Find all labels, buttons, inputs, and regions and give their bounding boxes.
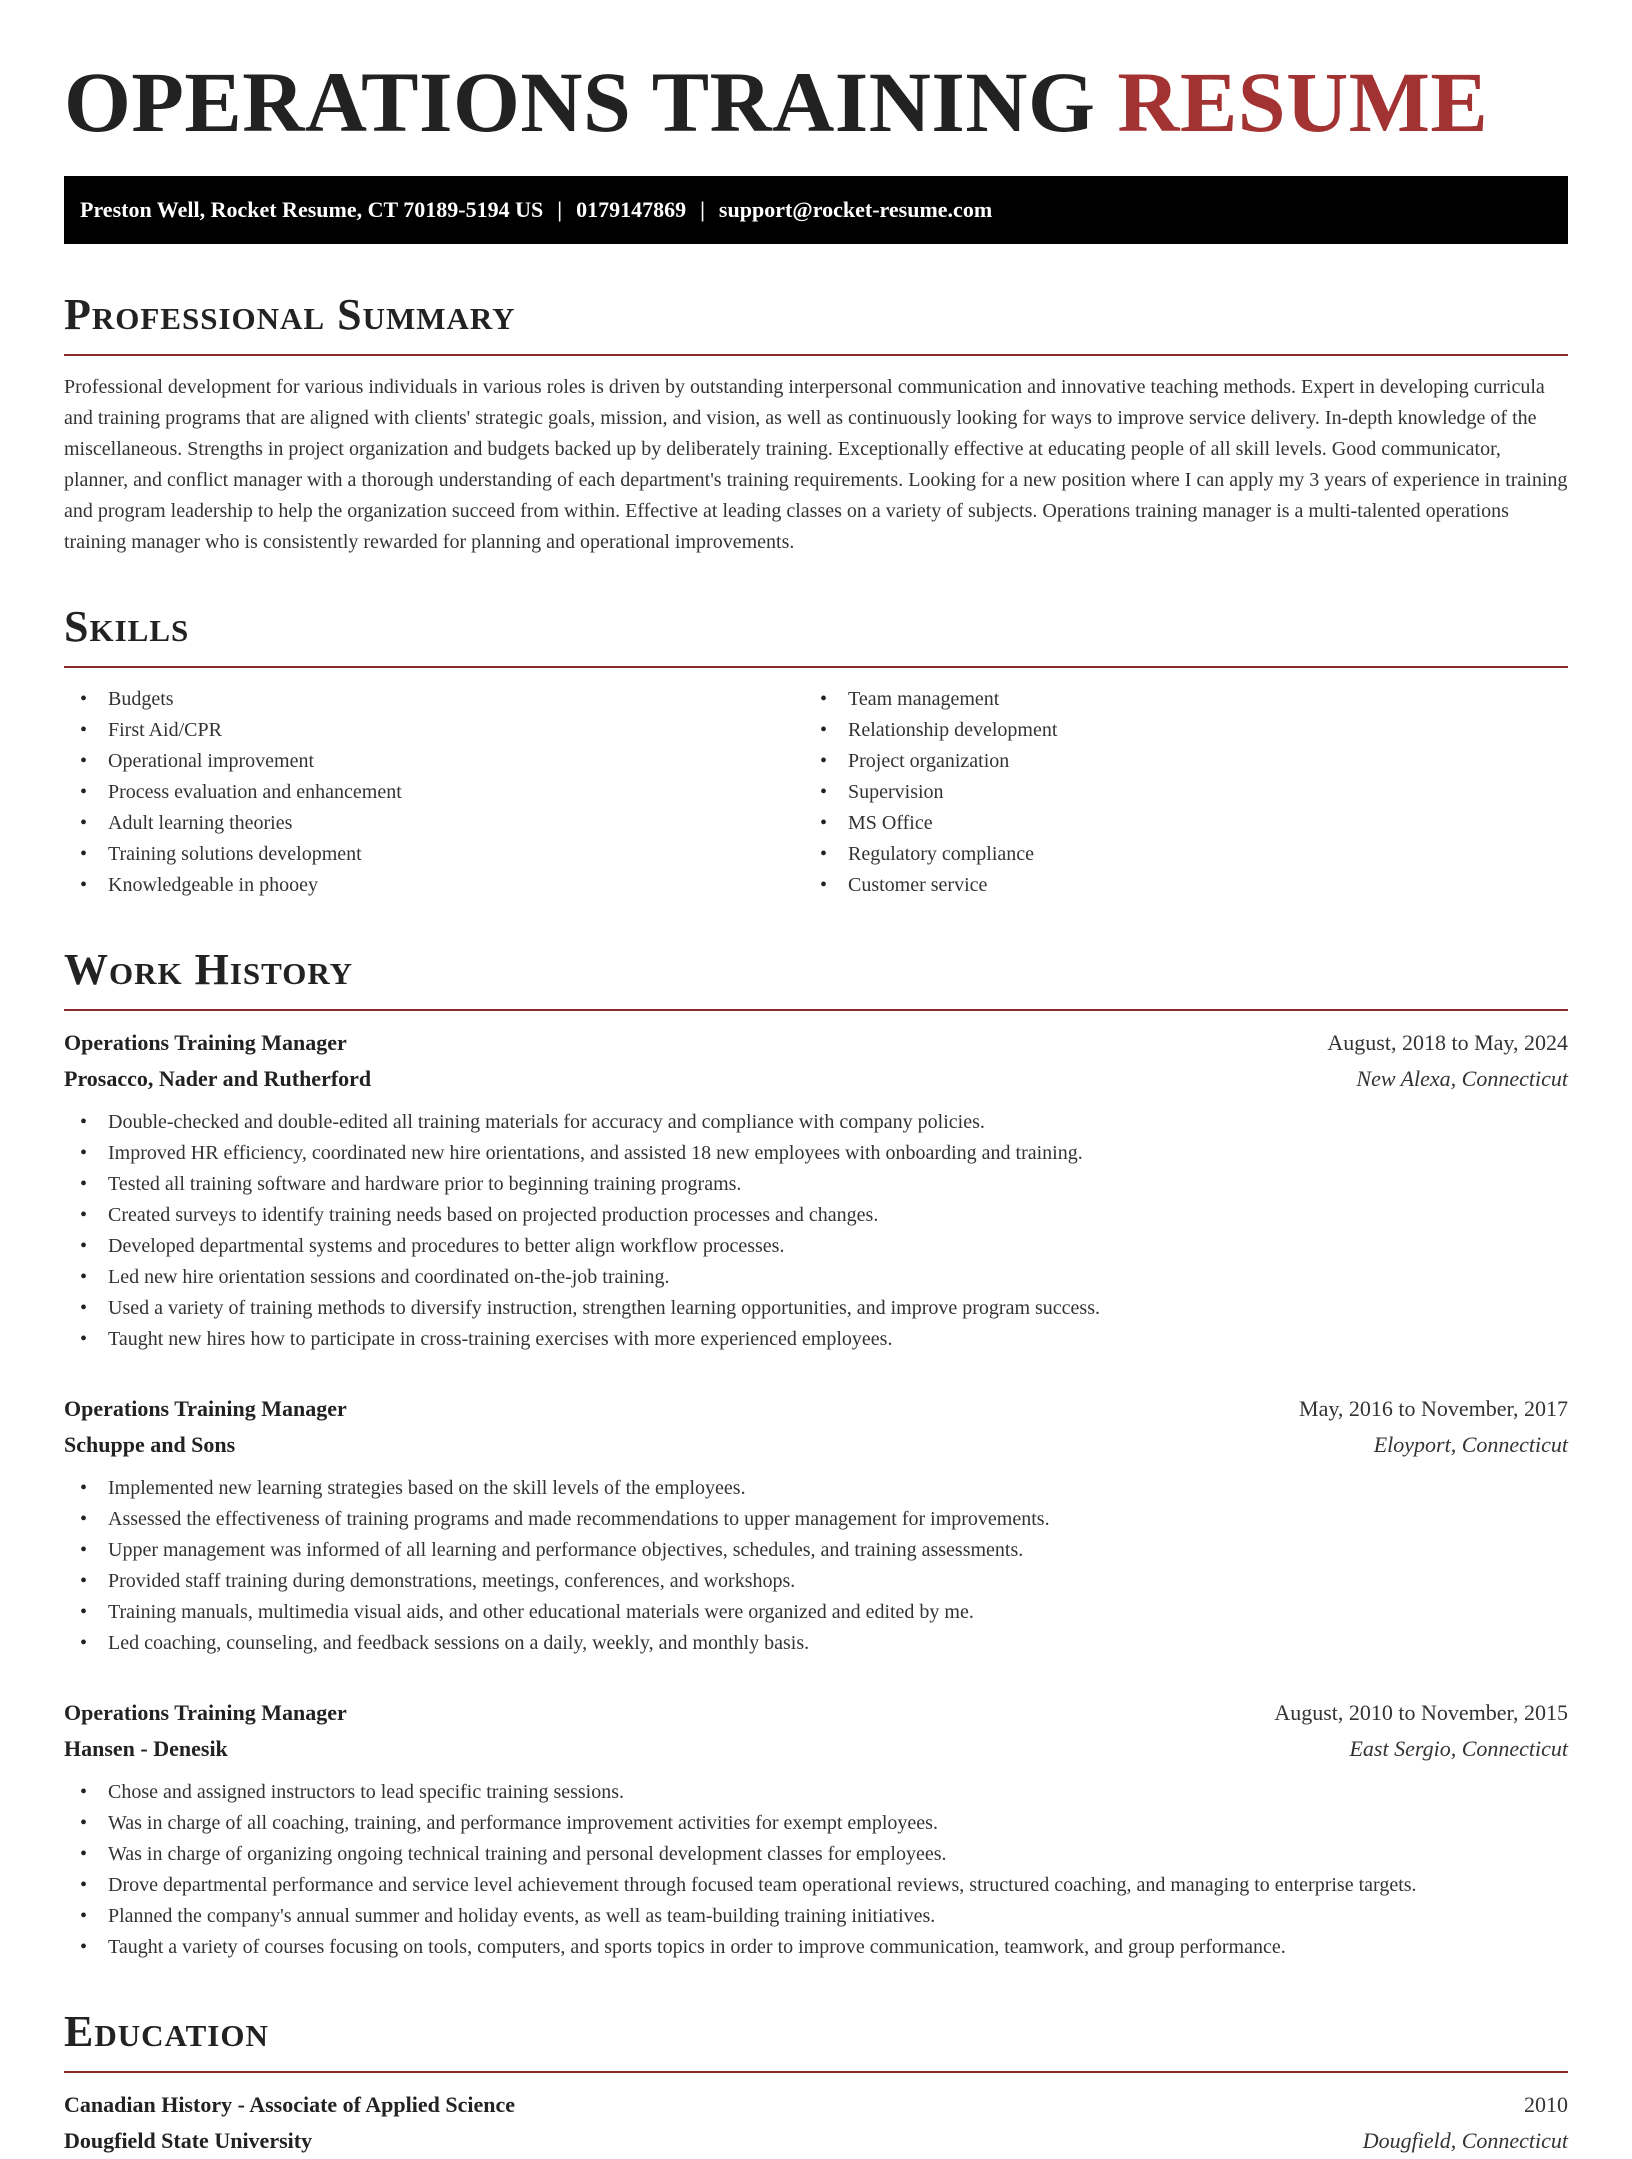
- job-title: Operations Training Manager: [64, 1396, 347, 1421]
- job-bullet: • Led new hire orientation sessions and coordinated on-the-job training.: [64, 1262, 1568, 1293]
- job-entry: [64, 1025, 1568, 1355]
- job-bullet: • Drove departmental performance and service level achievement through focused team operational reviews, structured coaching, and managing to enterprise targets.: [64, 1870, 1568, 1901]
- education-school-row: [64, 2123, 1568, 2159]
- job-company-row: [64, 1061, 1568, 1097]
- skill-item: • Project organization: [804, 746, 1544, 777]
- job-bullet: • Upper management was informed of all learning and performance objectives, schedules, and training assessments.: [64, 1535, 1568, 1566]
- job-bullets: [64, 1107, 1568, 1355]
- job-header-row: [64, 1391, 1568, 1427]
- education-school: Dougfield State University: [64, 2128, 313, 2153]
- skills-column-left: [64, 684, 804, 901]
- job-bullet: • Planned the company's annual summer and holiday events, as well as team-building training initiatives.: [64, 1901, 1568, 1932]
- education-heading: Education: [64, 2007, 1568, 2073]
- summary-heading: Professional Summary: [64, 290, 1568, 356]
- job-bullet: • Training manuals, multimedia visual aids, and other educational materials were organized and edited by me.: [64, 1597, 1568, 1628]
- skill-item: • MS Office: [804, 808, 1544, 839]
- job-company-row: [64, 1427, 1568, 1463]
- job-title: Operations Training Manager: [64, 1030, 347, 1055]
- skill-item: • Operational improvement: [64, 746, 804, 777]
- education-header-row: [64, 2087, 1568, 2123]
- title-main: OPERATIONS TRAINING: [64, 54, 1096, 150]
- job-bullet: • Improved HR efficiency, coordinated new hire orientations, and assisted 18 new employees with onboarding and training.: [64, 1138, 1568, 1169]
- job-bullet: • Provided staff training during demonstrations, meetings, conferences, and workshops.: [64, 1566, 1568, 1597]
- skill-item: • Relationship development: [804, 715, 1544, 746]
- skills-heading: Skills: [64, 602, 1568, 668]
- job-bullet: • Created surveys to identify training needs based on projected production processes and changes.: [64, 1200, 1568, 1231]
- skill-item: • First Aid/CPR: [64, 715, 804, 746]
- skill-item: • Process evaluation and enhancement: [64, 777, 804, 808]
- skill-item: • Training solutions development: [64, 839, 804, 870]
- skills-section: [64, 602, 1568, 901]
- job-header-row: [64, 1695, 1568, 1731]
- education-entry: [64, 2087, 1568, 2159]
- job-bullet: • Taught a variety of courses focusing on tools, computers, and sports topics in order to improve communication, teamwork, and group performance.: [64, 1932, 1568, 1963]
- job-dates: August, 2018 to May, 2024: [1327, 1030, 1568, 1055]
- job-bullet: • Taught new hires how to participate in cross-training exercises with more experienced employees.: [64, 1324, 1568, 1355]
- resume-title: [64, 0, 1568, 152]
- contact-email[interactable]: support@rocket-resume.com: [718, 197, 993, 222]
- skills-list-right: [804, 684, 1544, 901]
- education-degree: Canadian History - Associate of Applied Science: [64, 2092, 516, 2117]
- education-location: Dougfield, Connecticut: [1362, 2128, 1568, 2153]
- skill-item: • Adult learning theories: [64, 808, 804, 839]
- education-section: [64, 2007, 1568, 2159]
- skills-list-left: [64, 684, 804, 901]
- job-bullet: • Tested all training software and hardware prior to beginning training programs.: [64, 1169, 1568, 1200]
- job-company: Hansen - Denesik: [64, 1736, 228, 1761]
- contact-separator: |: [700, 197, 705, 222]
- job-title: Operations Training Manager: [64, 1700, 347, 1725]
- contact-bar: [64, 176, 1568, 244]
- work-history-section: [64, 945, 1568, 1963]
- job-bullets: [64, 1473, 1568, 1659]
- job-dates: May, 2016 to November, 2017: [1299, 1396, 1568, 1421]
- job-bullet: • Was in charge of organizing ongoing technical training and personal development classes for employees.: [64, 1839, 1568, 1870]
- job-company: Prosacco, Nader and Rutherford: [64, 1066, 372, 1091]
- job-location: East Sergio, Connecticut: [1349, 1736, 1568, 1761]
- job-bullet: • Double-checked and double-edited all training materials for accuracy and compliance with company policies.: [64, 1107, 1568, 1138]
- summary-text: Professional development for various individuals in various roles is driven by outstanding interpersonal communication and innovative teaching methods. Expert in developing curricula and training programs that are aligned with clients' strategic goals, mission, and vision, as well as continuously looking for ways to improve service delivery. In-depth knowledge of the miscellaneous. Strengths in project organization and budgets backed up by deliberately training. Exceptionally effective at educating people of all skill levels. Good communicator, planner, and conflict manager with a thorough understanding of each department's training requirements. Looking for a new position where I can apply my 3 years of experience in training and program leadership to help the organization succeed from within. Effective at leading classes on a variety of subjects. Operations training manager is a multi-talented operations training manager who is consistently rewarded for planning and operational improvements.: [64, 376, 1568, 553]
- job-bullet: • Implemented new learning strategies based on the skill levels of the employees.: [64, 1473, 1568, 1504]
- job-company-row: [64, 1731, 1568, 1767]
- contact-address: Preston Well, Rocket Resume, CT 70189-5194 US: [80, 197, 544, 222]
- skill-item: • Team management: [804, 684, 1544, 715]
- skills-column-right: [804, 684, 1544, 901]
- skill-item: • Supervision: [804, 777, 1544, 808]
- job-bullet: • Developed departmental systems and procedures to better align workflow processes.: [64, 1231, 1568, 1262]
- skill-item: • Budgets: [64, 684, 804, 715]
- job-entry: [64, 1391, 1568, 1659]
- job-bullets: [64, 1777, 1568, 1963]
- job-bullet: • Led coaching, counseling, and feedback sessions on a daily, weekly, and monthly basis.: [64, 1628, 1568, 1659]
- job-dates: August, 2010 to November, 2015: [1274, 1700, 1568, 1725]
- job-bullet: • Assessed the effectiveness of training programs and made recommendations to upper management for improvements.: [64, 1504, 1568, 1535]
- work-history-heading: Work History: [64, 945, 1568, 1011]
- contact-separator: |: [557, 197, 563, 222]
- job-company: Schuppe and Sons: [64, 1432, 236, 1457]
- skill-item: • Regulatory compliance: [804, 839, 1544, 870]
- job-bullet: • Was in charge of all coaching, training, and performance improvement activities for exempt employees.: [64, 1808, 1568, 1839]
- skills-grid: [64, 684, 1568, 901]
- job-location: Eloyport, Connecticut: [1373, 1432, 1568, 1457]
- job-bullet: • Used a variety of training methods to diversify instruction, strengthen learning opportunities, and improve program success.: [64, 1293, 1568, 1324]
- skill-item: • Customer service: [804, 870, 1544, 901]
- summary-section: [64, 290, 1568, 558]
- job-entry: [64, 1695, 1568, 1963]
- title-accent: RESUME: [1117, 54, 1489, 150]
- job-location: New Alexa, Connecticut: [1356, 1066, 1568, 1091]
- skill-item: • Knowledgeable in phooey: [64, 870, 804, 901]
- job-header-row: [64, 1025, 1568, 1061]
- education-year: 2010: [1524, 2092, 1568, 2117]
- contact-phone: 0179147869: [576, 197, 687, 222]
- job-bullet: • Chose and assigned instructors to lead specific training sessions.: [64, 1777, 1568, 1808]
